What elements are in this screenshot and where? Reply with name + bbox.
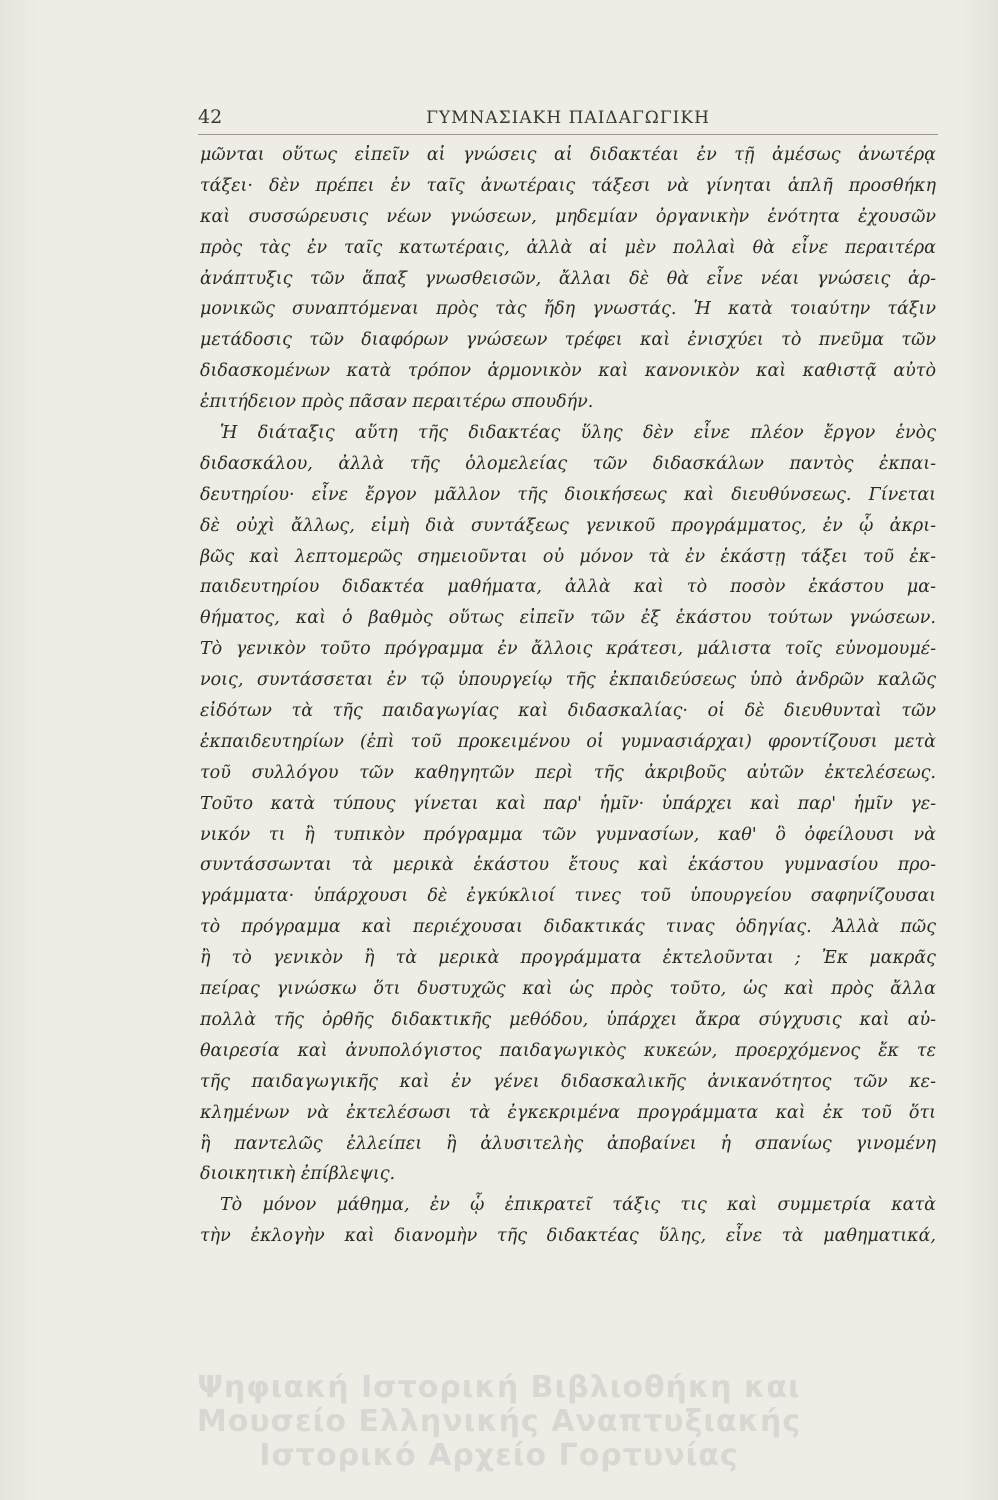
text-line: τὴν ἐκλογὴν καὶ διανομὴν τῆς διδακτέας ὕλης, εἶνε τὰ μαθηματικά, xyxy=(200,1226,936,1247)
text-line: νοις, συντάσσεται ἐν τῷ ὑπουργείῳ τῆς ἐκπαιδεύσεως ὑπὸ ἀνδρῶν καλῶς xyxy=(200,670,936,691)
text-line: θαιρεσία καὶ ἀνυπολόγιστος παιδαγωγικὸς κυκεών, προερχόμενος ἔκ τε xyxy=(200,1040,936,1061)
text-line: θήματος, καὶ ὁ βαθμὸς οὕτως εἰπεῖν τῶν ἐξ ἑκάστου τούτων γνώσεων. xyxy=(200,608,936,629)
watermark-line: Ιστορικό Αρχείο Γορτυνίας xyxy=(259,1438,739,1473)
text-line: ἐπιτήδειον πρὸς πᾶσαν περαιτέρω σπουδήν. xyxy=(200,392,594,413)
text-line: πρὸς τὰς ἐν ταῖς κατωτέραις, ἀλλὰ αἱ μὲν πολλαὶ θὰ εἶνε περαιτέρα xyxy=(200,237,936,258)
text-line: τοῦ συλλόγου τῶν καθηγητῶν περὶ τῆς ἀκριβοῦς αὐτῶν ἐκτελέσεως. xyxy=(200,762,936,783)
text-line: μῶνται οὕτως εἰπεῖν αἱ γνώσεις αἱ διδακτέαι ἐν τῇ ἀμέσως ἀνωτέρᾳ xyxy=(200,145,936,165)
text-line: διοικητικὴ ἐπίβλεψις. xyxy=(200,1164,396,1185)
text-line: πολλὰ τῆς ὀρθῆς διδακτικῆς μεθόδου, ὑπάρχει ἄκρα σύγχυσις καὶ αὐ- xyxy=(200,1009,936,1030)
text-line: παιδευτηρίου διδακτέα μαθήματα, ἀλλὰ καὶ τὸ ποσὸν ἑκάστου μα- xyxy=(200,577,936,598)
text-line: Τοῦτο κατὰ τύπους γίνεται καὶ παρ' ἡμῖν· ὑπάρχει καὶ παρ' ἡμῖν γε- xyxy=(200,793,936,814)
text-line: κλημένων νὰ ἐκτελέσωσι τὰ ἐγκεκριμένα προγράμματα καὶ ἐκ τοῦ ὅτι xyxy=(200,1102,936,1123)
text-line: ἀνάπτυξις τῶν ἅπαξ γνωσθεισῶν, ἄλλαι δὲ θὰ εἶνε νέαι γνώσεις ἁρ- xyxy=(200,268,936,289)
text-line: Τὸ μόνον μάθημα, ἐν ᾧ ἐπικρατεῖ τάξις τις καὶ συμμετρία κατὰ xyxy=(220,1195,936,1216)
text-line: τὸ πρόγραμμα καὶ περιέχουσαι διδακτικάς τινας ὁδηγίας. Ἀλλὰ πῶς xyxy=(200,917,936,938)
text-line: τάξει· δὲν πρέπει ἐν ταῖς ἀνωτέραις τάξεσι νὰ γίνηται ἁπλῆ προσθήκη xyxy=(200,175,936,196)
header-rule xyxy=(198,134,938,135)
text-line: μονικῶς συναπτόμεναι πρὸς τὰς ἤδη γνωστάς. Ἡ κατὰ τοιαύτην τάξιν xyxy=(200,299,936,320)
text-line: διδασκομένων κατὰ τρόπον ἁρμονικὸν καὶ κανονικὸν καὶ καθιστᾷ αὐτὸ xyxy=(200,361,936,382)
text-line: βῶς καὶ λεπτομερῶς σημειοῦνται οὐ μόνον τὰ ἐν ἑκάστῃ τάξει τοῦ ἐκ- xyxy=(200,546,936,567)
text-line: εἰδότων τὰ τῆς παιδαγωγίας καὶ διδασκαλίας· οἱ δὲ διευθυνταὶ τῶν xyxy=(200,701,936,722)
watermark-line: Ψηφιακή Ιστορική Βιβλιοθήκη και xyxy=(197,1370,801,1405)
text-line: διδασκάλου, ἀλλὰ τῆς ὁλομελείας τῶν διδασκάλων παντὸς ἐκπαι- xyxy=(200,453,936,474)
text-line: τῆς παιδαγωγικῆς καὶ ἐν γένει διδασκαλικῆς ἀνικανότητος τῶν κε- xyxy=(200,1071,936,1092)
text-line: νικόν τι ἢ τυπικὸν πρόγραμμα τῶν γυμνασίων, καθ' ὃ ὀφείλουσι νὰ xyxy=(200,824,936,845)
text-line: συντάσσωνται τὰ μερικὰ ἑκάστου ἔτους καὶ ἑκάστου γυμνασίου προ- xyxy=(200,855,936,876)
text-line: καὶ συσσώρευσις νέων γνώσεων, μηδεμίαν ὀργανικὴν ἑνότητα ἐχουσῶν xyxy=(200,206,936,227)
page-number: 42 xyxy=(198,106,223,128)
text-line: ἢ τὸ γενικὸν ἢ τὰ μερικὰ προγράμματα ἐκτελοῦνται ; Ἐκ μακρᾶς xyxy=(200,948,936,969)
text-line: ἢ παντελῶς ἐλλείπει ἢ ἀλυσιτελὴς ἀποβαίνει ἡ σπανίως γινομένη xyxy=(200,1133,936,1154)
text-line: δευτηρίου· εἶνε ἔργον μᾶλλον τῆς διοικήσεως καὶ διευθύνσεως. Γίνεται xyxy=(200,484,936,505)
text-line: Ἡ διάταξις αὕτη τῆς διδακτέας ὕλης δὲν εἶνε πλέον ἔργον ἑνὸς xyxy=(220,423,936,444)
watermark-line: Μουσείο Ελληνικής Αναπτυξιακής xyxy=(196,1404,802,1439)
text-line: Τὸ γενικὸν τοῦτο πρόγραμμα ἐν ἄλλοις κράτεσι, μάλιστα τοῖς εὐνομουμέ- xyxy=(200,639,936,660)
page-header xyxy=(198,106,938,134)
text-line: γράμματα· ὑπάρχουσι δὲ ἐγκύκλιοί τινες τοῦ ὑπουργείου σαφηνίζουσαι xyxy=(200,886,936,907)
running-title: ΓΥΜΝΑΣΙΑΚΗ ΠΑΙΔΑΓΩΓΙΚΗ xyxy=(426,108,710,128)
body-text xyxy=(200,140,936,1252)
text-line: μετάδοσις τῶν διαφόρων γνώσεων τρέφει καὶ ἐνισχύει τὸ πνεῦμα τῶν xyxy=(200,330,936,351)
text-line: πείρας γινώσκω ὅτι δυστυχῶς καὶ ὡς πρὸς τοῦτο, ὡς καὶ πρὸς ἄλλα xyxy=(200,979,936,1000)
text-line: ἐκπαιδευτηρίων (ἐπὶ τοῦ προκειμένου οἱ γυμνασιάρχαι) φροντίζουσι μετὰ xyxy=(200,731,936,752)
text-line: δὲ οὐχὶ ἄλλως, εἰμὴ διὰ συντάξεως γενικοῦ προγράμματος, ἐν ᾧ ἀκρι- xyxy=(200,515,936,536)
